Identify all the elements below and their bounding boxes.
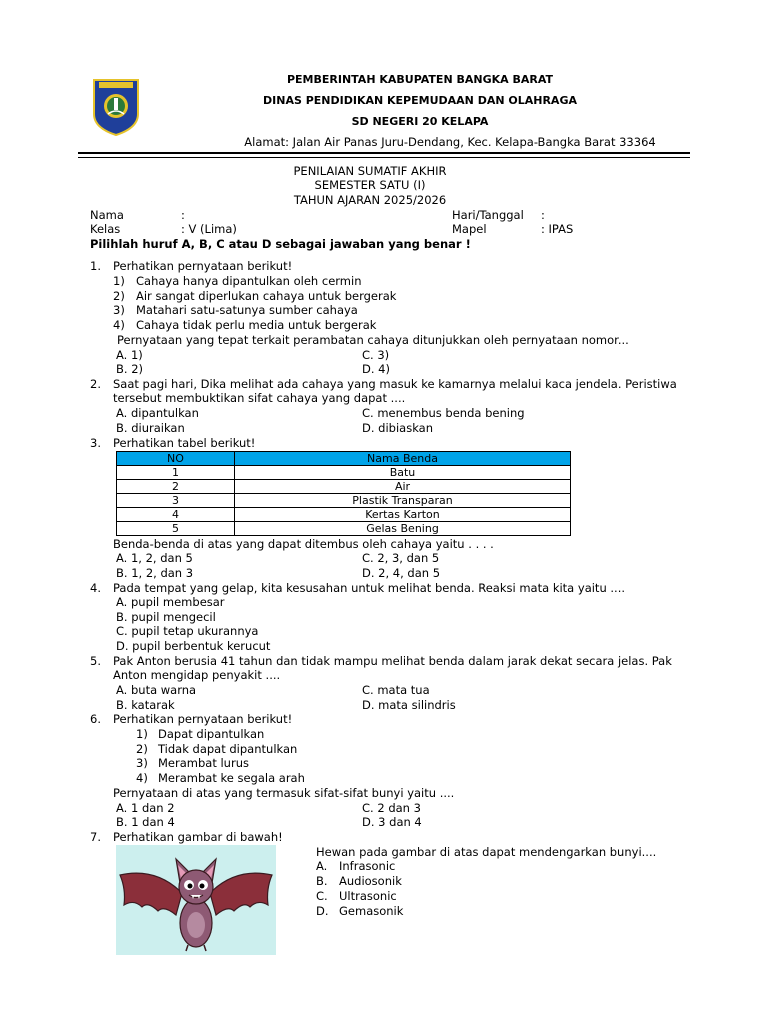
table-header-name: Nama Benda xyxy=(235,452,571,466)
name-colon: : xyxy=(181,208,185,222)
q1-option-b[interactable]: B. 2) xyxy=(116,362,144,376)
q7-question: Hewan pada gambar di atas dapat mendengarkan bunyi.... xyxy=(316,845,657,859)
table-cell-no: 2 xyxy=(117,480,235,494)
q5-number: 5. xyxy=(90,654,101,668)
class-label: Kelas xyxy=(90,222,121,236)
q5-option-b[interactable]: B. katarak xyxy=(116,698,175,712)
q6-item-text: Merambat ke segala arah xyxy=(158,771,305,785)
q1-item-text: Cahaya hanya dipantulkan oleh cermin xyxy=(136,274,362,288)
date-colon: : xyxy=(541,208,545,222)
table-cell-name: Air xyxy=(235,480,571,494)
q7-option-text[interactable]: Ultrasonic xyxy=(339,889,397,903)
exam-title: PENILAIAN SUMATIF AKHIR xyxy=(293,164,447,178)
q1-item-number: 1) xyxy=(113,274,125,288)
date-label: Hari/Tanggal xyxy=(452,208,524,222)
subject-label: Mapel xyxy=(452,222,487,236)
q1-text: Perhatikan pernyataan berikut! xyxy=(113,259,293,273)
table-cell-name: Gelas Bening xyxy=(235,522,571,536)
table-cell-no: 4 xyxy=(117,508,235,522)
dept-header-line: DINAS PENDIDIKAN KEPEMUDAAN DAN OLAHRAGA xyxy=(263,94,577,107)
q6-item-text: Merambat lurus xyxy=(158,756,249,770)
regency-logo xyxy=(92,78,140,136)
q7-number: 7. xyxy=(90,830,101,844)
q7-option-text[interactable]: Gemasonik xyxy=(339,904,404,918)
q7-text: Perhatikan gambar di bawah! xyxy=(113,830,283,844)
q4-option-b[interactable]: B. pupil mengecil xyxy=(116,610,216,624)
q7-option-letter[interactable]: D. xyxy=(316,904,329,918)
table-row xyxy=(117,522,571,536)
table-cell-no: 3 xyxy=(117,494,235,508)
q1-item-text: Air sangat diperlukan cahaya untuk bergerak xyxy=(136,289,397,303)
q1-item-number: 2) xyxy=(113,289,125,303)
q6-item-number: 1) xyxy=(136,727,148,741)
q1-item-text: Matahari satu-satunya sumber cahaya xyxy=(136,303,358,317)
subject-value: : IPAS xyxy=(541,222,574,236)
table-cell-name: Kertas Karton xyxy=(235,508,571,522)
q3-text: Perhatikan tabel berikut! xyxy=(113,436,256,450)
q5-text-line2: Anton mengidap penyakit .... xyxy=(113,668,281,682)
q6-item-number: 2) xyxy=(136,742,148,756)
q6-option-b[interactable]: B. 1 dan 4 xyxy=(116,815,175,829)
q1-item-number: 3) xyxy=(113,303,125,317)
q1-number: 1. xyxy=(90,259,101,273)
q2-option-b[interactable]: B. diuraikan xyxy=(116,421,185,435)
q6-option-c[interactable]: C. 2 dan 3 xyxy=(362,801,421,815)
q1-option-d[interactable]: D. 4) xyxy=(362,362,390,376)
q3-option-b[interactable]: B. 1, 2, dan 3 xyxy=(116,566,194,580)
class-value: : V (Lima) xyxy=(181,222,237,236)
table-row xyxy=(117,480,571,494)
q1-option-c[interactable]: C. 3) xyxy=(362,348,390,362)
exam-semester: SEMESTER SATU (I) xyxy=(314,178,426,192)
q3-option-c[interactable]: C. 2, 3, dan 5 xyxy=(362,551,440,565)
table-cell-no: 1 xyxy=(117,466,235,480)
bat-illustration xyxy=(116,845,276,955)
q2-text-line1: Saat pagi hari, Dika melihat ada cahaya yang masuk ke kamarnya melalui kaca jendela. Peristiwa xyxy=(113,377,677,391)
q4-option-c[interactable]: C. pupil tetap ukurannya xyxy=(116,624,259,638)
school-header-line: SD NEGERI 20 KELAPA xyxy=(351,115,489,128)
q4-number: 4. xyxy=(90,581,101,595)
q2-text-line2: tersebut membuktikan sifat cahaya yang dapat .... xyxy=(113,391,406,405)
q2-option-d[interactable]: D. dibiaskan xyxy=(362,421,433,435)
q1-item-text: Cahaya tidak perlu media untuk bergerak xyxy=(136,318,377,332)
table-header-row xyxy=(117,452,571,466)
table-cell-name: Plastik Transparan xyxy=(235,494,571,508)
table-header-no: NO xyxy=(117,452,235,466)
q6-question: Pernyataan di atas yang termasuk sifat-sifat bunyi yaitu .... xyxy=(113,786,455,800)
q7-option-text[interactable]: Infrasonic xyxy=(339,859,396,873)
q3-option-a[interactable]: A. 1, 2, dan 5 xyxy=(116,551,193,565)
q2-option-a[interactable]: A. dipantulkan xyxy=(116,406,199,420)
q4-option-d[interactable]: D. pupil berbentuk kerucut xyxy=(116,639,271,653)
school-address: Alamat: Jalan Air Panas Juru-Dendang, Kec. Kelapa-Bangka Barat 33364 xyxy=(244,135,656,149)
q7-option-text[interactable]: Audiosonik xyxy=(339,874,402,888)
table-cell-name: Batu xyxy=(235,466,571,480)
q5-option-a[interactable]: A. buta warna xyxy=(116,683,197,697)
q1-item-number: 4) xyxy=(113,318,125,332)
q1-option-a[interactable]: A. 1) xyxy=(116,348,143,362)
table-row xyxy=(117,466,571,480)
q2-number: 2. xyxy=(90,377,101,391)
q6-text: Perhatikan pernyataan berikut! xyxy=(113,712,293,726)
table-row xyxy=(117,494,571,508)
objects-table xyxy=(116,451,571,536)
q7-option-letter[interactable]: C. xyxy=(316,889,328,903)
q5-option-c[interactable]: C. mata tua xyxy=(362,683,430,697)
q1-question: Pernyataan yang tepat terkait perambatan cahaya ditunjukkan oleh pernyataan nomor... xyxy=(117,333,629,347)
q7-option-letter[interactable]: B. xyxy=(316,874,328,888)
gov-header-line: PEMBERINTAH KABUPATEN BANGKA BARAT xyxy=(286,73,554,86)
q4-text: Pada tempat yang gelap, kita kesusahan untuk melihat benda. Reaksi mata kita yaitu .... xyxy=(113,581,626,595)
q5-option-d[interactable]: D. mata silindris xyxy=(362,698,456,712)
q5-text-line1: Pak Anton berusia 41 tahun dan tidak mampu melihat benda dalam jarak dekat secara jelas. Pak xyxy=(113,654,672,668)
exam-year: TAHUN AJARAN 2025/2026 xyxy=(293,193,447,207)
name-label: Nama xyxy=(90,208,124,222)
header-divider-thin xyxy=(78,157,690,158)
q6-item-number: 4) xyxy=(136,771,148,785)
instruction: Pilihlah huruf A, B, C atau D sebagai jawaban yang benar ! xyxy=(90,237,471,251)
q6-item-text: Dapat dipantulkan xyxy=(158,727,265,741)
q6-option-a[interactable]: A. 1 dan 2 xyxy=(116,801,175,815)
q6-item-number: 3) xyxy=(136,756,148,770)
table-cell-no: 5 xyxy=(117,522,235,536)
table-row xyxy=(117,508,571,522)
q6-option-d[interactable]: D. 3 dan 4 xyxy=(362,815,422,829)
q3-question: Benda-benda di atas yang dapat ditembus oleh cahaya yaitu . . . . xyxy=(113,537,494,551)
q6-item-text: Tidak dapat dipantulkan xyxy=(158,742,298,756)
q7-option-letter[interactable]: A. xyxy=(316,859,328,873)
q6-number: 6. xyxy=(90,712,101,726)
q4-option-a[interactable]: A. pupil membesar xyxy=(116,595,225,609)
q2-option-c[interactable]: C. menembus benda bening xyxy=(362,406,525,420)
bat-image xyxy=(116,845,276,955)
header-divider-thick xyxy=(78,152,690,154)
q3-option-d[interactable]: D. 2, 4, dan 5 xyxy=(362,566,441,580)
q3-number: 3. xyxy=(90,436,101,450)
